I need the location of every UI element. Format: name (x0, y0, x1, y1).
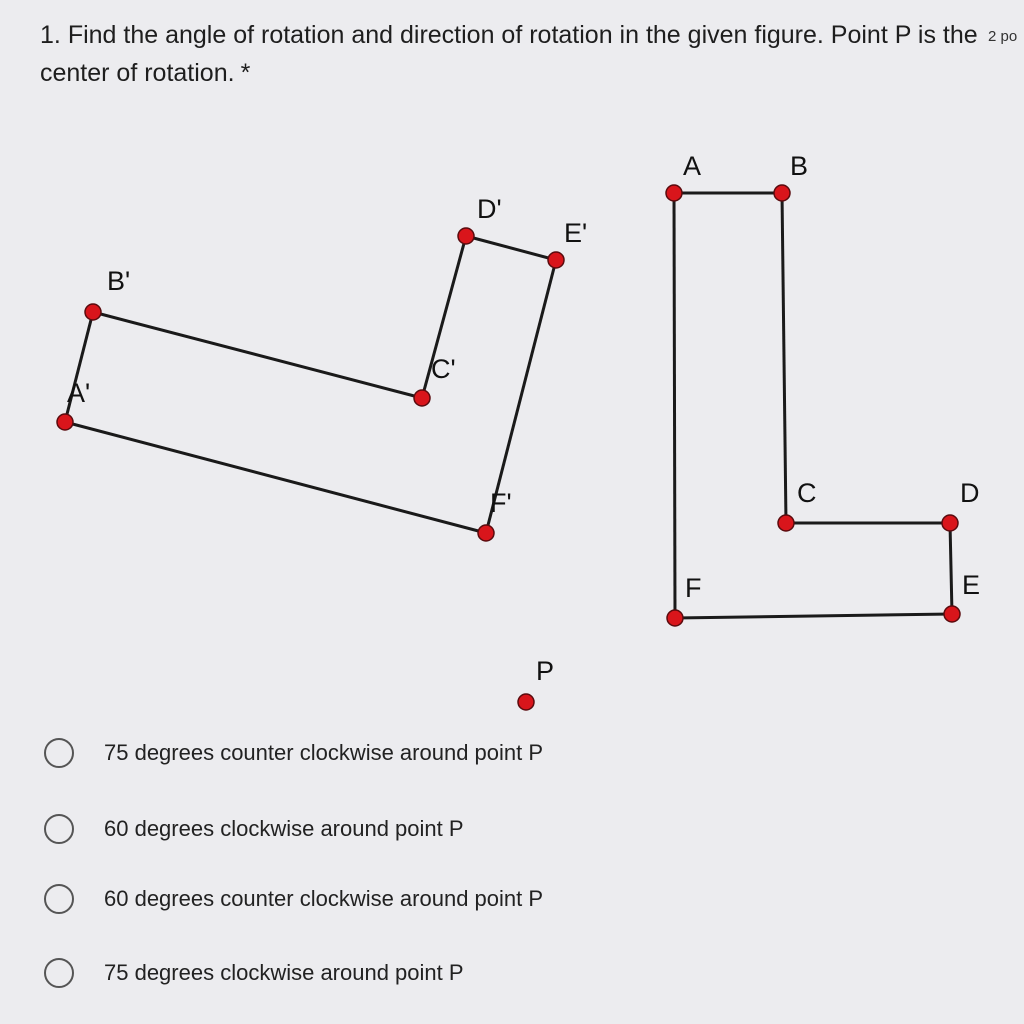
point-a (666, 185, 682, 201)
option-label: 60 degrees counter clockwise around point P (104, 886, 544, 911)
segment-f-a (674, 193, 675, 618)
segment-f-prime-a-prime (65, 422, 486, 533)
label-d: D (960, 478, 980, 508)
option-4[interactable] (44, 948, 464, 998)
figure-labels (67, 151, 980, 686)
point-b (774, 185, 790, 201)
label-f-prime: F' (490, 488, 512, 518)
segment-b-prime-c-prime (93, 312, 422, 398)
segment-b-c (782, 193, 786, 523)
radio-button[interactable] (44, 958, 74, 988)
label-c: C (797, 478, 817, 508)
label-d-prime: D' (477, 194, 502, 224)
option-3[interactable] (44, 874, 543, 924)
segment-e-f (675, 614, 952, 618)
option-label: 60 degrees clockwise around point P (104, 816, 464, 841)
required-marker: * (240, 59, 251, 87)
label-b: B (790, 151, 809, 181)
label-f: F (685, 573, 702, 603)
radio-button[interactable] (44, 738, 74, 768)
question-number: 1. (40, 21, 61, 49)
point-c (778, 515, 794, 531)
option-1[interactable] (44, 728, 543, 778)
option-2[interactable] (44, 804, 464, 854)
label-b-prime: B' (107, 266, 131, 296)
point-e-prime (548, 252, 564, 268)
point-d (942, 515, 958, 531)
point-c-prime (414, 390, 430, 406)
point-f (667, 610, 683, 626)
segment-d-prime-e-prime (466, 236, 556, 260)
point-b-prime (85, 304, 101, 320)
label-a: A (683, 151, 702, 181)
question-text: Find the angle of rotation and direction of rotation in the given figure. Point P is the center of rotation. (40, 21, 978, 87)
points-label: 2 po (988, 28, 1018, 45)
figure-segments (65, 193, 952, 618)
option-label: 75 degrees counter clockwise around point P (104, 740, 544, 765)
radio-button[interactable] (44, 814, 74, 844)
point-d-prime (458, 228, 474, 244)
label-e: E (962, 570, 981, 600)
label-c-prime: C' (431, 354, 456, 384)
point-f-prime (478, 525, 494, 541)
label-e-prime: E' (564, 218, 588, 248)
point-e (944, 606, 960, 622)
point-p (518, 694, 534, 710)
point-a-prime (57, 414, 73, 430)
radio-button[interactable] (44, 884, 74, 914)
label-a-prime: A' (67, 378, 91, 408)
option-label: 75 degrees clockwise around point P (104, 960, 464, 985)
segment-d-e (950, 523, 952, 614)
label-p: P (536, 656, 555, 686)
